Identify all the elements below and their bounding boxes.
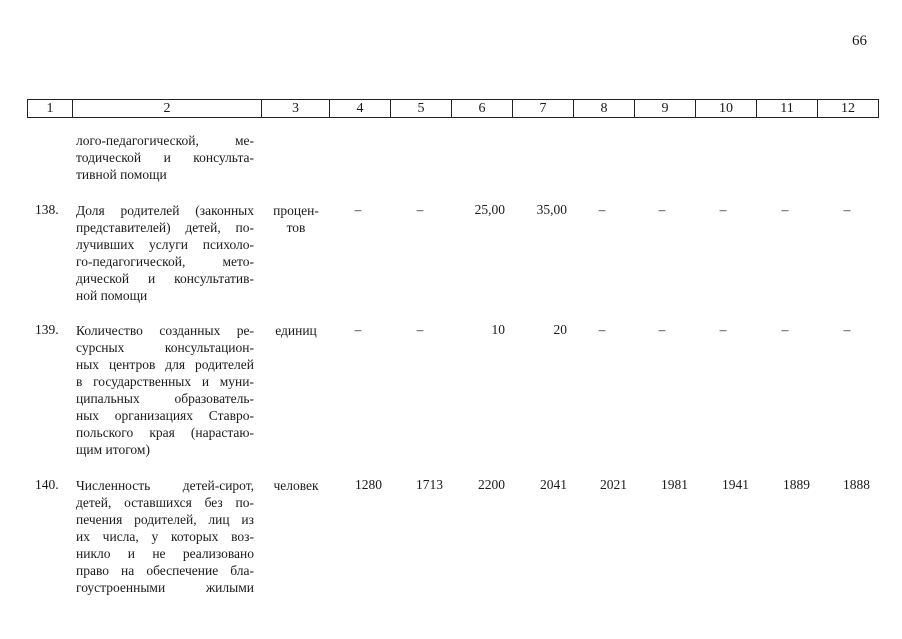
value-cell: – <box>843 322 851 337</box>
page-number: 66 <box>852 33 867 49</box>
header-cell: 1 <box>28 100 73 118</box>
description-line: право на обеспечение бла- <box>76 563 254 578</box>
description-line: тивной помощи <box>76 167 167 182</box>
row-description <box>76 322 254 458</box>
value-cell: 35,00 <box>536 202 567 217</box>
unit-line: человек <box>273 478 319 493</box>
description-line: тодической и консульта- <box>76 150 254 165</box>
unit-line: процен- <box>273 203 319 218</box>
value-cell: – <box>719 322 727 337</box>
row-description <box>76 132 254 183</box>
row-description <box>76 477 254 596</box>
value-cell: 1888 <box>843 477 870 492</box>
description-line: ципальных образователь- <box>76 391 254 406</box>
header-cell: 4 <box>330 100 391 118</box>
value-cell: – <box>781 202 789 217</box>
description-line: лучивших услуги психоло- <box>76 237 254 252</box>
value-cell: 1713 <box>416 477 443 492</box>
row-description <box>76 202 254 304</box>
value-cell: 2021 <box>600 477 627 492</box>
description-line: сурсных консультацион- <box>76 340 254 355</box>
value-cell: – <box>416 202 424 217</box>
value-cell: 1981 <box>661 477 688 492</box>
description-line: их числа, у которых воз- <box>76 529 254 544</box>
value-cell: 20 <box>553 322 567 337</box>
description-line: щим итогом) <box>76 442 150 457</box>
description-line: никло и не реализовано <box>76 546 254 561</box>
row-unit <box>266 477 326 494</box>
row-unit <box>266 202 326 236</box>
value-cell: 2041 <box>540 477 567 492</box>
value-cell: – <box>354 322 362 337</box>
description-line: дической и консультатив- <box>76 271 254 286</box>
value-cell: – <box>658 322 666 337</box>
header-cell: 3 <box>262 100 330 118</box>
description-line: Количество созданных ре- <box>76 323 254 338</box>
row-number: 139. <box>35 322 59 337</box>
row-unit <box>266 322 326 339</box>
row-number: 140. <box>35 477 59 492</box>
description-line: польского края (нарастаю- <box>76 425 254 440</box>
value-cell: – <box>354 202 362 217</box>
value-cell: – <box>781 322 789 337</box>
description-line: представителей) детей, по- <box>76 220 254 235</box>
value-cell: – <box>598 202 606 217</box>
description-line: гоустроенными жилыми <box>76 580 254 595</box>
description-line: го-педагогической, мето- <box>76 254 254 269</box>
unit-line: тов <box>286 220 306 235</box>
header-cell: 7 <box>513 100 574 118</box>
header-row <box>28 100 879 118</box>
value-cell: 1280 <box>355 477 382 492</box>
unit-line: единиц <box>275 323 317 338</box>
description-line: ных организациях Ставро- <box>76 408 254 423</box>
header-cell: 6 <box>452 100 513 118</box>
description-line: детей, оставшихся без по- <box>76 495 254 510</box>
value-cell: – <box>416 322 424 337</box>
value-cell: 1889 <box>783 477 810 492</box>
description-line: Доля родителей (законных <box>76 203 254 218</box>
header-cell: 9 <box>635 100 696 118</box>
value-cell: 10 <box>491 322 505 337</box>
description-line: Численность детей-сирот, <box>76 478 254 493</box>
header-cell: 5 <box>391 100 452 118</box>
value-cell: – <box>843 202 851 217</box>
column-number-header <box>27 99 879 118</box>
header-cell: 2 <box>73 100 262 118</box>
value-cell: – <box>598 322 606 337</box>
description-line: в государственных и муни- <box>76 374 254 389</box>
row-number: 138. <box>35 202 59 217</box>
value-cell: 2200 <box>478 477 505 492</box>
description-line: ных центров для родителей <box>76 357 254 372</box>
value-cell: – <box>719 202 727 217</box>
header-cell: 10 <box>696 100 757 118</box>
value-cell: 25,00 <box>474 202 505 217</box>
value-cell: – <box>658 202 666 217</box>
description-line: ной помощи <box>76 288 148 303</box>
header-cell: 11 <box>757 100 818 118</box>
header-cell: 8 <box>574 100 635 118</box>
value-cell: 1941 <box>722 477 749 492</box>
description-line: печения родителей, лиц из <box>76 512 254 527</box>
header-cell: 12 <box>818 100 879 118</box>
description-line: лого-педагогической, ме- <box>76 133 254 148</box>
